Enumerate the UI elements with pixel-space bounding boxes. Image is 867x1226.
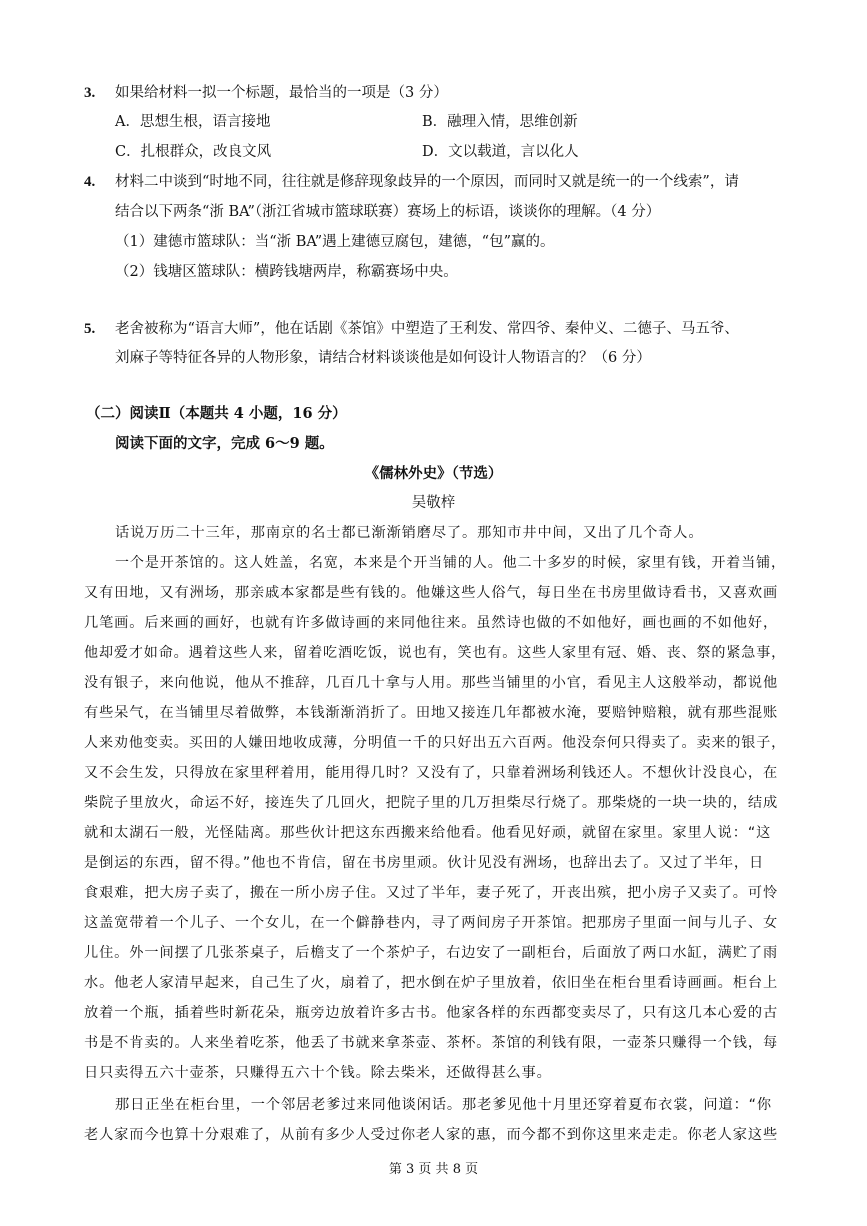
passage-line: 这盖宽带着一个儿子、一个女儿，在一个僻静巷内，寻了两间房子开茶馆。把那房子里面一间与儿子、女 [84,915,779,931]
passage-line: 一个是开茶馆的。这人姓盖，名宽，本来是个开当铺的人。他二十多岁的时候，家里有钱，开着当铺， [115,555,786,571]
passage-line: 没有银子，来向他说，他从不推辞，几百几十拿与人用。那些当铺里的小官，看见主人这般举动，都说他 [84,675,779,691]
question-3-option-a: A．思想生根，语言接地 [115,114,271,130]
question-3-number: 3. [84,85,96,101]
question-3-option-c: C．扎根群众，改良文风 [115,144,272,160]
passage-line: 他却爱才如命。遇着这些人来，留着吃酒吃饭，说也有，笑也有。这些人家里有冠、婚、丧、祭的紧急事， [84,645,787,661]
passage-line: 又有田地，又有洲场，那亲戚本家都是些有钱的。他嫌这些人俗气，每日坐在书房里做诗看书，又喜欢画 [84,585,779,601]
passage-line: 老人家而今也算十分艰难了，从前有多少人受过你老人家的惠，而今都不到你这里来走走。你老人家这些 [84,1127,779,1143]
passage-line: 有些呆气，在当铺里尽着做弊，本钱渐渐消折了。田地又接连几年都被水淹，要赔钟赔粮，就有那些混账 [84,705,779,721]
passage-line: 话说万历二十三年，那南京的名士都已渐渐销磨尽了。那知市井中间，又出了几个奇人。 [115,525,704,541]
question-4-item-2: （2）钱塘区篮球队：横跨钱塘两岸，称霸赛场中央。 [115,264,458,280]
section-heading: （二）阅读Ⅱ（本题共 4 小题，16 分） [86,405,347,422]
passage-line: 是倒运的东西，留不得。”他也不肯信，留在书房里顽。伙计见没有洲场，也辞出去了。又过了半年，日 [84,855,765,871]
passage-line: 柴院子里放火，命运不好，接连失了几回火，把院子里的几万担柴尽行烧了。那柴烧的一块一块的，结成 [84,795,779,811]
question-5-line: 刘麻子等特征各异的人物形象，请结合材料谈谈他是如何设计人物语言的？（6 分） [115,350,651,366]
passage-author: 吴敬梓 [411,495,456,511]
passage-line: 书是不肯卖的。人来坐着吃茶，他丢了书就来拿茶壶、茶杯。茶馆的利钱有限，一壶茶只赚得一个钱，每 [84,1035,779,1051]
question-3-option-b: B．融理入情，思维创新 [422,114,578,130]
passage-line: 水。他老人家清早起来，自己生了火，扇着了，把水倒在炉子里放着，依旧坐在柜台里看诗画画。柜台上 [84,975,779,991]
question-3-stem: 如果给材料一拟一个标题，最恰当的一项是（3 分） [115,85,448,101]
passage-line: 食艰难，把大房子卖了，搬在一所小房子住。又过了半年，妻子死了，开丧出殡，把小房子又卖了。可怜 [84,885,779,901]
passage-line: 放着一个瓶，插着些时新花朵，瓶旁边放着许多古书。他家各样的东西都变卖尽了，只有这几本心爱的古 [84,1005,779,1021]
question-4-stem-line: 材料二中谈到“时地不同，往往就是修辞现象歧异的一个原因，而同时又就是统一的一个线索”，请 [115,174,739,190]
section-instruction: 阅读下面的文字，完成 6～9 题。 [115,435,334,452]
passage-line: 那日正坐在柜台里，一个邻居老爹过来同他谈闲话。那老爹见他十月里还穿着夏布衣裳，问道：“你 [115,1097,773,1113]
question-4-stem-line: 结合以下两条“浙 BA”（浙江省城市篮球联赛）赛场上的标语，谈谈你的理解。（4 分） [115,204,661,220]
passage-line: 人来劝他变卖。买田的人嫌田地收成薄，分明值一千的只好出五六百两。他没奈何只得卖了。卖来的银子， [84,735,787,751]
question-5-number: 5. [84,321,96,337]
passage-line: 儿住。外一间摆了几张茶桌子，后檐支了一个茶炉子，右边安了一副柜台，后面放了两口水缸，满贮了雨 [84,945,779,961]
passage-line: 又不会生发，只得放在家里秤着用，能用得几时？又没有了，只靠着洲场利钱还人。不想伙计没良心，在 [84,765,779,781]
question-3-option-d: D．文以载道，言以化人 [422,144,579,160]
question-5-line: 老舍被称为“语言大师”，他在话剧《茶馆》中塑造了王利发、常四爷、秦仲义、二德子、马五爷、 [115,321,739,337]
question-4-item-1: （1）建德市篮球队：当“浙 BA”遇上建德豆腐包，建德，“包”赢的。 [115,234,555,250]
passage-line: 几笔画。后来画的画好，也就有许多做诗画的来同他往来。虽然诗也做的不如他好，画也画的不如他好， [84,615,779,631]
question-4-number: 4. [84,174,96,190]
passage-line: 就和太湖石一般，光怪陆离。那些伙计把这东西搬来给他看。他看见好顽，就留在家里。家里人说：“这 [84,825,772,841]
passage-title: 《儒林外史》（节选） [364,465,503,482]
passage-line: 日只卖得五六十壶茶，只赚得五六十个钱。除去柴米，还做得甚么事。 [84,1065,552,1081]
page-footer: 第 3 页 共 8 页 [388,1162,479,1177]
